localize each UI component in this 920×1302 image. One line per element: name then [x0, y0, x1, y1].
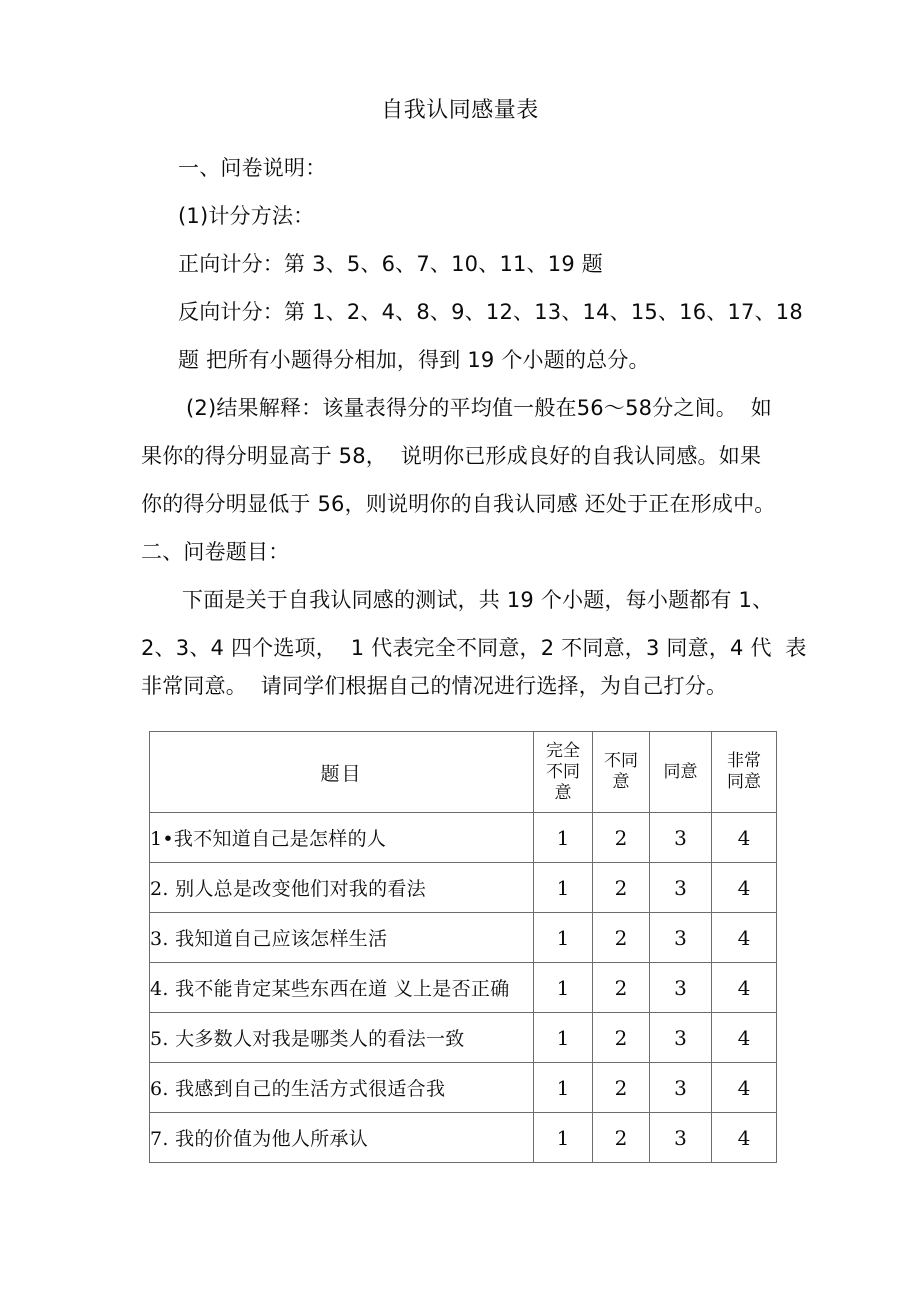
- column-header-disagree: [593, 732, 650, 813]
- header-line: 意: [554, 782, 572, 803]
- option-value[interactable]: 4: [712, 1013, 777, 1063]
- option-value[interactable]: 2: [593, 1013, 650, 1063]
- option-value[interactable]: 4: [712, 913, 777, 963]
- option-value[interactable]: 2: [593, 1113, 650, 1163]
- option-value[interactable]: 2: [593, 863, 650, 913]
- header-line: 非常: [727, 751, 761, 771]
- option-value[interactable]: 3: [650, 1113, 712, 1163]
- option-value[interactable]: 4: [712, 1113, 777, 1163]
- column-header-strongly-agree: [712, 732, 777, 813]
- table-row: [150, 863, 777, 913]
- questions-heading: 二、问卷题目：: [141, 540, 290, 564]
- option-value[interactable]: 1: [534, 1113, 593, 1163]
- question-text: 5. 大多数人对我是哪类人的看法一致: [150, 1013, 534, 1063]
- header-line: 同意: [727, 772, 761, 792]
- header-line: 不同: [604, 751, 638, 771]
- option-value[interactable]: 3: [650, 1013, 712, 1063]
- table-row: [150, 1013, 777, 1063]
- reverse-scoring-line-1: 反向计分：第 1、2、4、8、9、12、13、14、15、16、17、18: [178, 300, 803, 324]
- table-row: [150, 963, 777, 1013]
- option-value[interactable]: 4: [712, 1063, 777, 1113]
- header-line: 意: [612, 772, 630, 792]
- option-value[interactable]: 2: [593, 813, 650, 863]
- option-value[interactable]: 1: [534, 913, 593, 963]
- option-value[interactable]: 1: [534, 963, 593, 1013]
- column-header-agree: [650, 732, 712, 813]
- interpretation-line-2: 果你的得分明显高于 58， 说明你已形成良好的自我认同感。如果: [141, 444, 762, 468]
- page-title: 自我认同感量表: [381, 98, 539, 123]
- option-value[interactable]: 4: [712, 963, 777, 1013]
- header-line: 不同: [546, 761, 580, 782]
- option-value[interactable]: 2: [593, 913, 650, 963]
- table-row: [150, 1113, 777, 1163]
- intro-line-3: 非常同意。 请同学们根据自己的情况进行选择，为自己打分。: [141, 674, 728, 698]
- option-value[interactable]: 3: [650, 1063, 712, 1113]
- option-value[interactable]: 4: [712, 863, 777, 913]
- intro-line-1: 下面是关于自我认同感的测试，共 19 个小题，每小题都有 1、: [182, 588, 774, 612]
- interpretation-line-3: 你的得分明显低于 56，则说明你的自我认同感 还处于正在形成中。: [141, 492, 776, 516]
- question-text: 4. 我不能肯定某些东西在道 义上是否正确: [150, 963, 534, 1013]
- question-text: 3. 我知道自己应该怎样生活: [150, 913, 534, 963]
- positive-scoring-line: 正向计分：第 3、5、6、7、10、11、19 题: [178, 252, 603, 276]
- table-body: [150, 813, 777, 1163]
- table-row: [150, 1063, 777, 1113]
- question-text: 2. 别人总是改变他们对我的看法: [150, 863, 534, 913]
- table-row: [150, 813, 777, 863]
- column-header-strongly-disagree: [534, 732, 593, 813]
- option-value[interactable]: 4: [712, 813, 777, 863]
- option-value[interactable]: 2: [593, 963, 650, 1013]
- self-identity-scale-table: [149, 731, 777, 1163]
- reverse-scoring-line-2: 题 把所有小题得分相加，得到 19 个小题的总分。: [178, 348, 650, 372]
- question-text: 7. 我的价值为他人所承认: [150, 1113, 534, 1163]
- intro-line-2: 2、3、4 四个选项， 1 代表完全不同意，2 不同意，3 同意，4 代 表: [141, 636, 807, 660]
- interpretation-line-1: (2)结果解释：该量表得分的平均值一般在56〜58分之间。 如: [186, 396, 772, 420]
- question-text: 6. 我感到自己的生活方式很适合我: [150, 1063, 534, 1113]
- table-row: [150, 913, 777, 963]
- instructions-heading: 一、问卷说明：: [178, 156, 327, 180]
- header-line: 同意: [663, 761, 698, 782]
- option-value[interactable]: 1: [534, 1063, 593, 1113]
- option-value[interactable]: 3: [650, 863, 712, 913]
- option-value[interactable]: 3: [650, 963, 712, 1013]
- option-value[interactable]: 3: [650, 813, 712, 863]
- question-text: 1•我不知道自己是怎样的人: [150, 813, 534, 863]
- header-line: 完全: [546, 740, 580, 761]
- option-value[interactable]: 1: [534, 1013, 593, 1063]
- column-header-item: 题目: [150, 732, 534, 813]
- option-value[interactable]: 2: [593, 1063, 650, 1113]
- scoring-method-heading: (1)计分方法：: [178, 204, 315, 228]
- table-header-row: [150, 732, 777, 813]
- option-value[interactable]: 1: [534, 863, 593, 913]
- option-value[interactable]: 1: [534, 813, 593, 863]
- option-value[interactable]: 3: [650, 913, 712, 963]
